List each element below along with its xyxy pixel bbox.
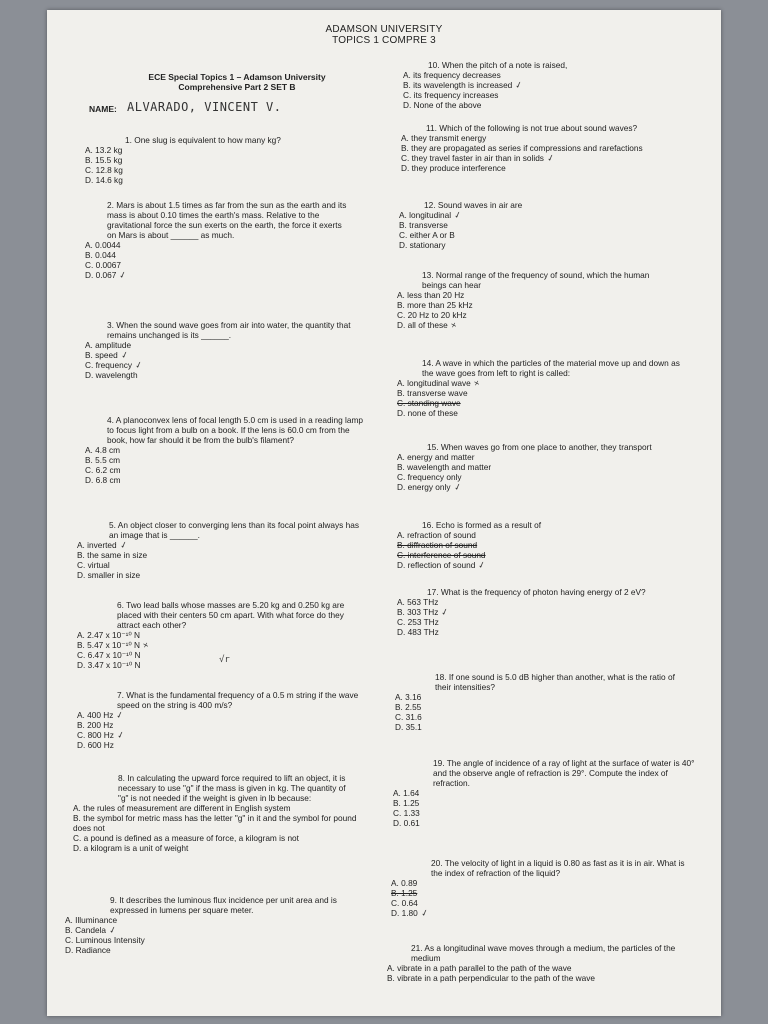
q-number: 18. — [435, 672, 447, 682]
option: D. 35.1 — [395, 722, 422, 732]
option: B. wavelength and matter — [397, 462, 492, 472]
option: B. 2.55 — [395, 702, 422, 712]
name-label: NAME: — [89, 104, 117, 114]
question-18 — [395, 672, 697, 732]
check-mark: ✓ — [119, 349, 130, 361]
option: A. 13.2 kg — [85, 145, 123, 155]
q-text: Two lead balls whose masses are 5.20 kg and 0.250 kg are placed with their centers 50 cm apart. With what force do they attract each other? — [117, 600, 345, 630]
question-21 — [387, 943, 699, 983]
option: B. transverse wave — [397, 388, 468, 398]
q-text: If one sound is 5.0 dB higher than another, what is the ratio of their intensities? — [435, 672, 675, 692]
q-number: 7. — [117, 690, 124, 700]
q-number: 20. — [431, 858, 443, 868]
option: A. they transmit energy — [401, 133, 487, 143]
option: A. the rules of measurement are different in English system — [73, 803, 291, 813]
option: D. 1.80 — [391, 908, 418, 918]
q-number: 6. — [117, 600, 124, 610]
option: C. frequency — [85, 360, 133, 370]
option: D. a kilogram is a unit of weight — [73, 843, 189, 853]
option: B. transverse — [399, 220, 448, 230]
check-mark: ✓ — [419, 907, 430, 919]
question-20 — [391, 858, 697, 918]
cross-mark: × — [141, 639, 150, 651]
question-19 — [393, 758, 697, 828]
option: A. longitudinal — [399, 210, 452, 220]
question-8 — [73, 773, 368, 853]
option: A. refraction of sound — [397, 530, 476, 540]
q-text: When the pitch of a note is raised, — [441, 60, 568, 70]
q-number: 21. — [411, 943, 423, 953]
q-text: A wave in which the particles of the material move up and down as the wave goes from left to right is called: — [422, 358, 680, 378]
option: A. 2.47 x 10⁻¹⁰ N — [77, 630, 141, 640]
option: C. 31.6 — [395, 712, 422, 722]
option: B. vibrate in a path perpendicular to the path of the wave — [387, 973, 596, 983]
q-number: 17. — [427, 587, 439, 597]
question-10 — [403, 60, 703, 110]
check-mark: ✓ — [477, 559, 488, 571]
check-mark: ✓ — [545, 152, 556, 164]
university-title: ADAMSON UNIVERSITY — [325, 24, 443, 35]
option: C. virtual — [77, 560, 110, 570]
question-12 — [399, 200, 694, 250]
option: C. 6.47 x 10⁻¹⁰ N — [77, 650, 141, 660]
option: B. 1.25 — [393, 798, 420, 808]
option: B. 1.25 — [391, 888, 418, 898]
q-number: 3. — [107, 320, 114, 330]
check-mark: ✓ — [133, 359, 144, 371]
option: A. 3.16 — [395, 692, 422, 702]
option: D. energy only — [397, 482, 451, 492]
cross-mark: × — [472, 377, 481, 389]
question-13 — [397, 270, 697, 330]
option: C. 253 THz — [397, 617, 439, 627]
option: A. 4.8 cm — [85, 445, 121, 455]
option: D. none of these — [397, 408, 458, 418]
option: D. 6.8 cm — [85, 475, 121, 485]
q-text: Echo is formed as a result of — [435, 520, 542, 530]
exam-subtitle-line1: ECE Special Topics 1 – Adamson University — [148, 72, 326, 82]
q-number: 2. — [107, 200, 114, 210]
exam-subtitle-line2: Comprehensive Part 2 SET B — [178, 82, 296, 92]
option: C. standing wave — [397, 398, 461, 408]
question-11 — [401, 123, 696, 173]
q-number: 11. — [426, 123, 437, 133]
option: C. interference of sound — [397, 550, 486, 560]
option: C. 1.33 — [393, 808, 420, 818]
q-text: Which of the following is not true about sound waves? — [439, 123, 638, 133]
q-text: The angle of incidence of a ray of light at the surface of water is 40° and the observe angle of refraction is 29°. Compute the index of refraction. — [433, 758, 695, 788]
q-number: 19. — [433, 758, 445, 768]
option: C. its frequency increases — [403, 90, 499, 100]
q-text: Sound waves in air are — [437, 200, 523, 210]
q-text: Mars is about 1.5 times as far from the sun as the earth and its mass is about 0.10 times the earth's mass. Relative to the gravitational force the sun exerts on the earth, the force it exerts on Mars is about ______ as much. — [107, 200, 347, 240]
option: C. 0.64 — [391, 898, 418, 908]
q-text: What is the frequency of photon having energy of 2 eV? — [440, 587, 646, 597]
option: A. 400 Hz — [77, 710, 114, 720]
option: B. Candela — [65, 925, 107, 935]
option: D. reflection of sound — [397, 560, 476, 570]
option: C. frequency only — [397, 472, 462, 482]
question-1 — [85, 135, 385, 185]
option: B. 200 Hz — [77, 720, 114, 730]
cross-mark: × — [449, 319, 458, 331]
option: D. stationary — [399, 240, 446, 250]
q-number: 9. — [110, 895, 117, 905]
option: B. 15.5 kg — [85, 155, 123, 165]
q-number: 14. — [422, 358, 434, 368]
option: D. None of the above — [403, 100, 482, 110]
option: A. less than 20 Hz — [397, 290, 465, 300]
option: B. the same in size — [77, 550, 148, 560]
name-handwritten: ALVARADO, VINCENT V. — [127, 100, 282, 114]
option: A. Illuminance — [65, 915, 118, 925]
option: C. 12.8 kg — [85, 165, 123, 175]
option: D. wavelength — [85, 370, 138, 380]
q-number: 1. — [125, 135, 132, 145]
q-number: 13. — [422, 270, 434, 280]
check-mark: ✓ — [452, 481, 463, 493]
q-text: In calculating the upward force required to lift an object, it is necessary to use "g" if the mass is given in kg. The quantity of "g" is not needed if the weight is given in lb because: — [118, 773, 346, 803]
option: C. 20 Hz to 20 kHz — [397, 310, 467, 320]
q-text: When the sound wave goes from air into water, the quantity that remains unchanged is its ______. — [107, 320, 351, 340]
option: A. 1.64 — [393, 788, 420, 798]
option: C. they travel faster in air than in solids — [401, 153, 544, 163]
option: D. they produce interference — [401, 163, 506, 173]
q-number: 4. — [107, 415, 114, 425]
question-9 — [65, 895, 365, 955]
option: D. 483 THz — [397, 627, 439, 637]
option: B. they are propagated as series if compressions and rarefactions — [401, 143, 643, 153]
q-text: When waves go from one place to another, they transport — [440, 442, 652, 452]
option: A. 0.0044 — [85, 240, 121, 250]
option: C. 6.2 cm — [85, 465, 121, 475]
option: D. 3.47 x 10⁻¹⁰ N — [77, 660, 141, 670]
check-mark: ✓ — [115, 709, 126, 721]
q-text: A planoconvex lens of focal length 5.0 cm is used in a reading lamp to focus light from a bulb on a book. If the lens is 60.0 cm from the book, how far should it be from the bulb's filament? — [107, 415, 363, 445]
option: B. its wavelength is increased — [403, 80, 513, 90]
exam-sheet — [47, 10, 721, 1016]
option: A. longitudinal wave — [397, 378, 471, 388]
q-number: 16. — [422, 520, 434, 530]
option: D. smaller in size — [77, 570, 141, 580]
option: D. all of these — [397, 320, 448, 330]
option: D. 14.6 kg — [85, 175, 123, 185]
option: B. diffraction of sound — [397, 540, 478, 550]
check-mark: ✓ — [118, 539, 129, 551]
check-mark: ✓ — [440, 606, 451, 618]
question-2 — [85, 200, 355, 280]
q-text: What is the fundamental frequency of a 0.5 m string if the wave speed on the string is 400 m/s? — [117, 690, 359, 710]
exam-subtitle — [117, 72, 357, 92]
option: A. its frequency decreases — [403, 70, 501, 80]
q-text: One slug is equivalent to how many kg? — [134, 135, 281, 145]
option: A. 563 THz — [397, 597, 439, 607]
option: B. 5.5 cm — [85, 455, 121, 465]
q-number: 15. — [427, 442, 439, 452]
question-5 — [77, 520, 367, 580]
check-mark: ✓ — [514, 79, 525, 91]
option: A. vibrate in a path parallel to the path of the wave — [387, 963, 572, 973]
question-7 — [77, 690, 367, 750]
option: D. Radiance — [65, 945, 111, 955]
question-4 — [85, 415, 365, 485]
question-14 — [397, 358, 697, 418]
check-mark: ✓ — [118, 269, 129, 281]
option: C. Luminous Intensity — [65, 935, 145, 945]
q-number: 12. — [424, 200, 436, 210]
option: D. 0.61 — [393, 818, 420, 828]
option: C. a pound is defined as a measure of force, a kilogram is not — [73, 833, 299, 843]
question-3 — [85, 320, 365, 380]
option: D. 0.067 — [85, 270, 117, 280]
check-mark: ✓ — [115, 729, 126, 741]
option: B. the symbol for metric mass has the letter "g" in it and the symbol for pound does not — [73, 813, 357, 833]
q-number: 8. — [118, 773, 125, 783]
check-mark: ✓ — [107, 924, 118, 936]
q-text: The velocity of light in a liquid is 0.80 as fast as it is in air. What is the index of refraction of the liquid? — [431, 858, 685, 878]
option: B. speed — [85, 350, 118, 360]
option: C. 0.0067 — [85, 260, 121, 270]
option: C. 800 Hz — [77, 730, 114, 740]
option: A. inverted — [77, 540, 117, 550]
question-15 — [397, 442, 697, 492]
option: B. 5.47 x 10⁻¹⁰ N — [77, 640, 141, 650]
option: C. either A or B — [399, 230, 455, 240]
handwritten-doodle: √r — [219, 655, 230, 665]
option: B. 0.044 — [85, 250, 116, 260]
question-17 — [397, 587, 697, 637]
q-number: 10. — [428, 60, 440, 70]
option: D. 600 Hz — [77, 740, 114, 750]
option: A. amplitude — [85, 340, 132, 350]
option: A. 0.89 — [391, 878, 418, 888]
option: B. more than 25 kHz — [397, 300, 473, 310]
q-text: An object closer to converging lens than its focal point always has an image that is ______. — [109, 520, 359, 540]
exam-topic: TOPICS 1 COMPRE 3 — [332, 35, 436, 46]
option: A. energy and matter — [397, 452, 475, 462]
q-text: Normal range of the frequency of sound, which the human beings can hear — [422, 270, 650, 290]
option: B. 303 THz — [397, 607, 439, 617]
q-text: As a longitudinal wave moves through a medium, the particles of the medium — [411, 943, 676, 963]
question-16 — [397, 520, 697, 570]
q-text: It describes the luminous flux incidence per unit area and is expressed in lumens per square meter. — [110, 895, 337, 915]
check-mark: ✓ — [452, 209, 463, 221]
q-number: 5. — [109, 520, 116, 530]
